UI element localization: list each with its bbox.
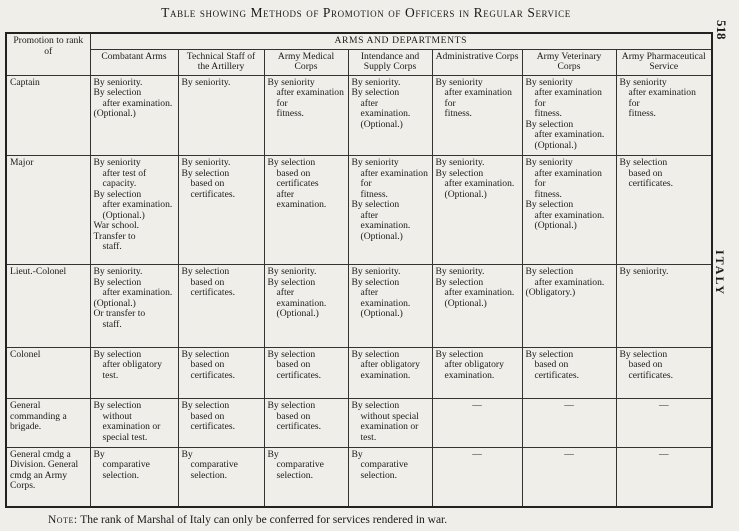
- table-cell: [264, 265, 348, 347]
- cell-line: after examination. (Optional.): [534, 129, 605, 151]
- table-row: [6, 156, 712, 265]
- cell-line: staff.: [102, 241, 122, 253]
- cell-line: certificates: [276, 178, 319, 190]
- cell-line: after examination for: [444, 87, 512, 109]
- cell-line: War school.: [93, 220, 140, 232]
- cell-line: without examination or: [102, 410, 161, 433]
- cell-line: By seniority: [525, 157, 573, 169]
- cell-line: after examination for: [534, 87, 602, 109]
- cell-line: after obligatory test.: [102, 359, 162, 381]
- cell-line: without special examination or test.: [360, 410, 419, 443]
- cell-line: after examination. (Optional.): [534, 209, 605, 232]
- cell-line: —: [564, 448, 574, 460]
- cell-line: based on certificates.: [534, 359, 579, 381]
- table-row: [6, 265, 712, 347]
- cell-line: By seniority: [93, 157, 141, 169]
- cell-line: By seniority: [619, 76, 667, 88]
- cell-line: after examination. (Optional.): [276, 287, 327, 320]
- cell-line: By selection: [351, 87, 400, 98]
- rank-cell: Captain: [6, 75, 90, 156]
- cell-line: By: [181, 448, 193, 460]
- cell-line: staff.: [102, 318, 122, 330]
- table-cell: [432, 399, 522, 447]
- cell-line: based on certificates.: [628, 167, 673, 190]
- column-header: Technical Staff of the Artillery: [178, 49, 264, 75]
- table-cell: [432, 265, 522, 347]
- table-cell: [178, 75, 264, 156]
- cell-line: By selection: [525, 118, 574, 130]
- promotion-table: [5, 32, 713, 508]
- table-row: [6, 75, 712, 156]
- cell-line: after examination for: [276, 87, 344, 109]
- rank-column-header: Promotion to rank of: [6, 33, 90, 75]
- table-cell: [90, 265, 178, 347]
- cell-line: Transfer to: [93, 230, 136, 242]
- column-header: Administrative Corps: [432, 49, 522, 75]
- cell-line: fitness.: [444, 108, 472, 119]
- cell-line: By seniority: [435, 76, 483, 88]
- cell-line: By seniority.: [351, 266, 401, 278]
- cell-line: selection.: [190, 469, 227, 481]
- cell-line: fitness.: [628, 108, 656, 119]
- table-cell: [616, 447, 712, 507]
- cell-line: By selection: [181, 348, 230, 360]
- arms-departments-header: ARMS AND DEPARTMENTS: [90, 33, 712, 49]
- cell-line: after examination. (Optional.): [360, 97, 411, 130]
- cell-line: By selection: [93, 188, 142, 200]
- column-header: Intendance and Supply Corps: [348, 49, 432, 75]
- table-cell: [90, 75, 178, 156]
- cell-line: By seniority.: [619, 266, 669, 278]
- table-row: [6, 399, 712, 447]
- cell-line: By selection: [435, 276, 484, 288]
- cell-line: By selection: [267, 157, 316, 169]
- table-cell: [348, 447, 432, 507]
- column-header: Combatant Arms: [90, 49, 178, 75]
- footnote-label: Note:: [48, 514, 78, 526]
- cell-line: By selection: [93, 276, 142, 288]
- cell-line: —: [472, 448, 482, 460]
- cell-line: By seniority.: [351, 76, 401, 88]
- cell-line: By seniority: [267, 76, 315, 88]
- cell-line: By seniority.: [181, 76, 231, 88]
- cell-line: By selection: [267, 348, 316, 360]
- cell-line: By seniority: [525, 76, 573, 88]
- table-cell: [432, 156, 522, 265]
- cell-line: after obligatory examination.: [444, 359, 504, 381]
- cell-line: By selection: [525, 266, 574, 278]
- rank-cell: General commanding a brigade.: [6, 399, 90, 447]
- table-row: [6, 347, 712, 398]
- cell-line: based on certificates.: [190, 359, 235, 381]
- table-cell: [616, 75, 712, 156]
- cell-line: special test.: [102, 431, 148, 443]
- table-cell: [348, 265, 432, 347]
- cell-line: fitness.: [360, 188, 388, 200]
- cell-line: By: [267, 448, 279, 460]
- cell-line: selection.: [102, 469, 139, 481]
- table-cell: [90, 156, 178, 265]
- rank-cell: Major: [6, 156, 90, 265]
- cell-line: after test of: [102, 167, 147, 179]
- cell-line: fitness.: [276, 108, 304, 119]
- page-number: 518: [714, 20, 729, 40]
- table-cell: [432, 75, 522, 156]
- table-cell: [264, 75, 348, 156]
- cell-line: By selection: [93, 348, 142, 360]
- cell-line: By selection: [93, 87, 142, 98]
- table-cell: [348, 75, 432, 156]
- table-cell: [616, 265, 712, 347]
- cell-line: after examination.: [102, 97, 173, 109]
- cell-line: after examination for: [628, 87, 696, 109]
- cell-line: By seniority.: [181, 157, 231, 169]
- cell-line: based on certificates.: [190, 178, 235, 200]
- cell-line: (Optional.): [93, 297, 136, 309]
- table-row: [6, 447, 712, 507]
- table-cell: [348, 156, 432, 265]
- footnote-text: The rank of Marshal of Italy can only be conferred for services rendered in war.: [80, 514, 448, 526]
- cell-line: By seniority.: [435, 266, 485, 278]
- cell-line: after examination.: [276, 188, 327, 211]
- table-cell: [522, 447, 616, 507]
- cell-line: based on certificates.: [628, 359, 673, 381]
- cell-line: By: [351, 448, 363, 460]
- cell-line: after examination for: [360, 167, 428, 190]
- page-title: Table showing Methods of Promotion of Officers in Regular Service: [161, 5, 571, 20]
- cell-line: —: [472, 400, 482, 412]
- table-cell: [264, 447, 348, 507]
- footnote: [48, 514, 708, 526]
- cell-line: By seniority: [351, 157, 399, 169]
- cell-line: By selection: [619, 157, 668, 169]
- column-header: Army Veterinary Corps: [522, 49, 616, 75]
- cell-line: —: [564, 400, 574, 412]
- cell-line: By selection: [93, 400, 142, 412]
- table-cell: [522, 399, 616, 447]
- table-cell: [178, 399, 264, 447]
- cell-line: capacity.: [102, 178, 137, 190]
- cell-line: after examination. (Optional.): [444, 178, 515, 200]
- cell-line: By selection: [181, 167, 230, 179]
- cell-line: after examination. (Optional.): [360, 287, 411, 320]
- rank-cell: Colonel: [6, 347, 90, 398]
- cell-line: based on certificates.: [190, 276, 235, 299]
- cell-line: By selection: [351, 276, 400, 288]
- cell-line: after examination.: [102, 287, 173, 299]
- table-cell: [432, 347, 522, 398]
- table-cell: [616, 347, 712, 398]
- table-cell: [90, 347, 178, 398]
- cell-line: (Optional.): [93, 108, 136, 119]
- table-cell: [178, 347, 264, 398]
- cell-line: By selection: [351, 348, 400, 360]
- table-cell: [178, 447, 264, 507]
- cell-line: By selection: [435, 167, 484, 179]
- table-cell: [90, 399, 178, 447]
- table-cell: [264, 399, 348, 447]
- cell-line: —: [658, 448, 669, 460]
- cell-line: By: [93, 448, 105, 460]
- table-cell: [264, 156, 348, 265]
- table-cell: [616, 399, 712, 447]
- column-header: Army Medical Corps: [264, 49, 348, 75]
- table-cell: [616, 156, 712, 265]
- cell-line: By seniority.: [267, 266, 317, 278]
- cell-line: By selection: [181, 400, 230, 412]
- cell-line: By selection: [619, 348, 668, 360]
- cell-line: By seniority.: [93, 76, 143, 88]
- cell-line: selection.: [360, 469, 397, 481]
- cell-line: By selection: [351, 400, 400, 412]
- table-cell: [522, 75, 616, 156]
- table-cell: [264, 347, 348, 398]
- cell-line: after examination.: [534, 276, 605, 288]
- rank-cell: General cmdg a Division. General cmdg an Army Corps.: [6, 447, 90, 507]
- table-cell: [90, 447, 178, 507]
- cell-line: Or transfer to: [93, 308, 146, 320]
- table-cell: [178, 156, 264, 265]
- cell-line: comparative: [276, 459, 324, 471]
- table-cell: [348, 399, 432, 447]
- cell-line: By selection: [525, 348, 574, 360]
- cell-line: based on certificates.: [190, 410, 235, 433]
- table-cell: [522, 265, 616, 347]
- table-cell: [522, 156, 616, 265]
- cell-line: after examination. (Optional.): [102, 199, 173, 221]
- cell-line: after examination. (Optional.): [360, 209, 411, 242]
- column-header: Army Pharmaceutical Service: [616, 49, 712, 75]
- cell-line: comparative: [190, 459, 238, 471]
- cell-line: By selection: [435, 348, 484, 360]
- cell-line: By seniority.: [435, 157, 485, 169]
- cell-line: after examination for: [534, 167, 602, 190]
- cell-line: By seniority.: [93, 266, 143, 278]
- running-side-label: ITALY: [713, 250, 727, 297]
- table-cell: [522, 347, 616, 398]
- cell-line: comparative: [360, 459, 408, 471]
- cell-line: By selection: [267, 400, 316, 412]
- cell-line: based on certificates.: [276, 410, 321, 433]
- cell-line: after obligatory examination.: [360, 359, 420, 381]
- cell-line: fitness.: [534, 188, 562, 200]
- table-cell: [348, 347, 432, 398]
- cell-line: By selection: [525, 199, 574, 211]
- cell-line: based on: [276, 167, 311, 179]
- cell-line: fitness.: [534, 108, 562, 119]
- cell-line: selection.: [276, 469, 313, 481]
- cell-line: By selection: [181, 266, 230, 278]
- rank-cell: Lieut.-Colonel: [6, 265, 90, 347]
- cell-line: after examination. (Optional.): [444, 287, 515, 309]
- table-cell: [432, 447, 522, 507]
- cell-line: By selection: [351, 199, 400, 211]
- cell-line: comparative: [102, 459, 150, 471]
- table-cell: [178, 265, 264, 347]
- cell-line: —: [658, 400, 669, 412]
- cell-line: based on certificates.: [276, 359, 321, 381]
- cell-line: By selection: [267, 276, 316, 288]
- cell-line: (Obligatory.): [525, 287, 576, 299]
